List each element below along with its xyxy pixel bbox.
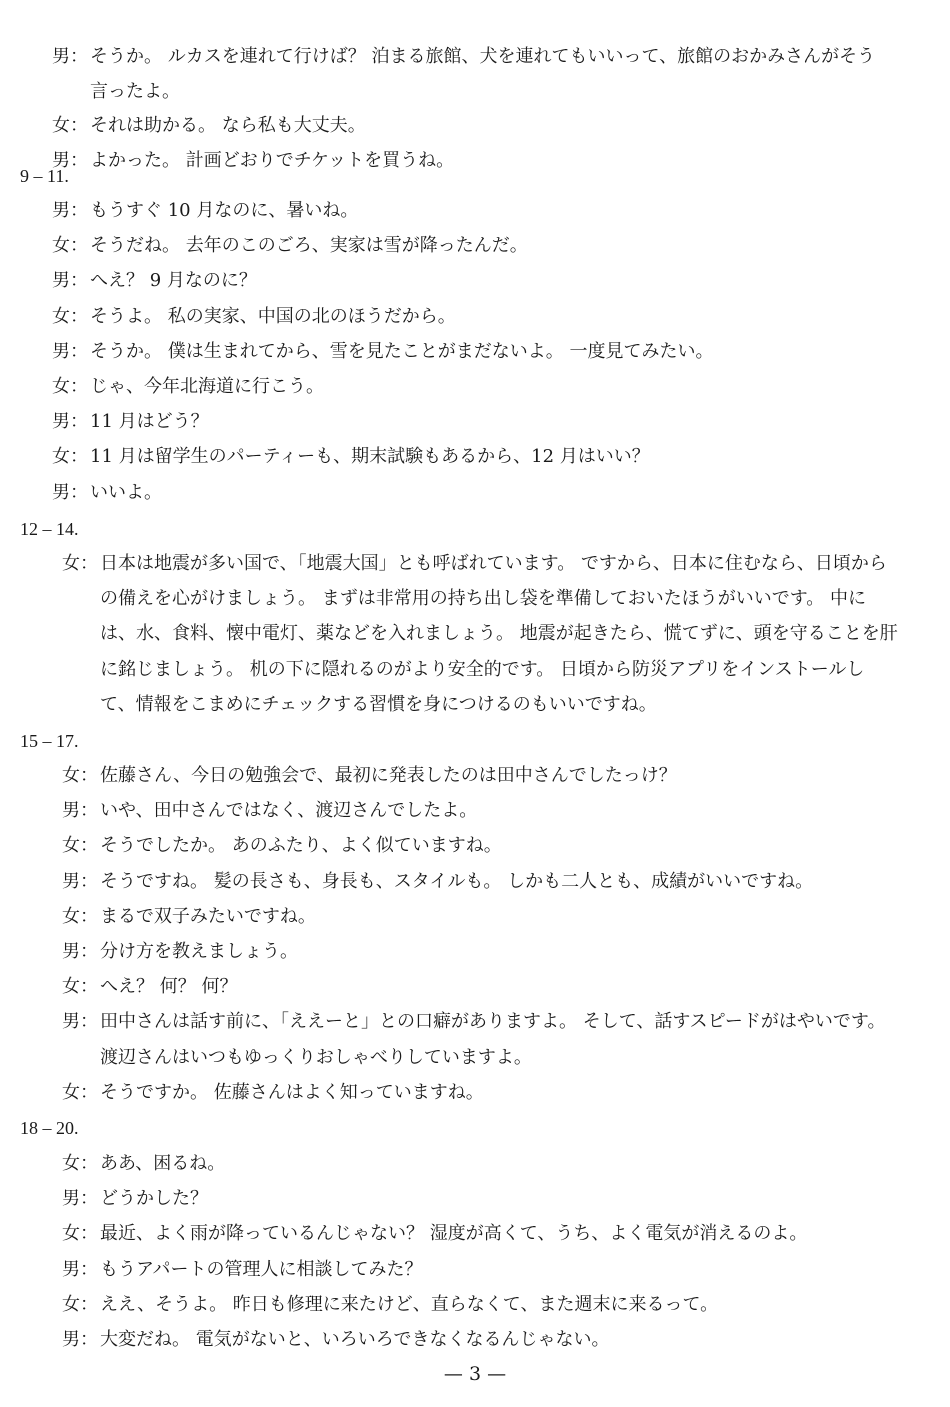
utterance-text: 田中さんは話す前に、「ええーと」との口癖がありますよ。 そして、話すスピードがはやいです。 [100, 1011, 886, 1032]
section-number: 12 – 14. [20, 519, 79, 539]
dialogue-continuation [90, 80, 180, 104]
utterance-text: もうアパートの管理人に相談してみた？ [100, 1259, 423, 1280]
speaker-label: 女： [62, 553, 98, 574]
utterance-text: へえ？ 9 月なのに？ [90, 270, 257, 291]
utterance-text: 佐藤さん、今日の勉強会で、最初に発表したのは田中さんでしたっけ？ [100, 765, 677, 786]
dialogue-line [62, 1010, 885, 1034]
utterance-text: どうかした？ [100, 1188, 208, 1209]
utterance-text: 渡辺さんはいつもゆっくりおしゃべりしていますよ。 [100, 1047, 532, 1068]
section-number: 15 – 17. [20, 731, 79, 751]
utterance-text: よかった。 計画どおりでチケットを買うね。 [90, 150, 455, 171]
speaker-label: 女： [52, 306, 88, 327]
utterance-text: そうか。 僕は生まれてから、雪を見たことがまだないよ。 一度見てみたい。 [90, 341, 714, 362]
utterance-text: 日本は地震が多い国で、「地震大国」とも呼ばれています。 ですから、日本に住むなら、日頃から [100, 553, 887, 574]
dialogue-line [52, 375, 324, 399]
dialogue-line [52, 114, 366, 138]
dialogue-line [52, 445, 650, 469]
speaker-label: 女： [62, 1294, 98, 1315]
utterance-text: そうだね。 去年のこのごろ、実家は雪が降ったんだ。 [90, 235, 528, 256]
speaker-label: 男： [52, 411, 88, 432]
utterance-text: そうですか。 佐藤さんはよく知っていますね。 [100, 1082, 484, 1103]
speaker-label: 男： [52, 150, 88, 171]
utterance-text: いや、田中さんではなく、渡辺さんでしたよ。 [100, 800, 478, 821]
dialogue-line [62, 1293, 718, 1317]
page-number: — 3 — [443, 1363, 507, 1385]
dialogue-line [62, 764, 677, 788]
speaker-label: 女： [62, 906, 98, 927]
utterance-text: ええ、そうよ。 昨日も修理に来たけど、直らなくて、また週末に来るって。 [100, 1294, 719, 1315]
utterance-text: 11 月は留学生のパーティーも、期末試験もあるから、12 月はいい？ [90, 446, 650, 467]
speaker-label: 男： [62, 1188, 98, 1209]
speaker-label: 女： [52, 376, 88, 397]
dialogue-continuation [100, 587, 866, 611]
speaker-label: 男： [62, 1329, 98, 1350]
section-number: 9 – 11. [20, 166, 69, 186]
dialogue-continuation [100, 1046, 532, 1070]
utterance-text: ああ、困るね。 [100, 1153, 226, 1174]
speaker-label: 女： [62, 976, 98, 997]
speaker-label: 女： [62, 1153, 98, 1174]
speaker-label: 女： [52, 115, 88, 136]
speaker-label: 女： [52, 235, 88, 256]
utterance-text: いいよ。 [90, 482, 162, 503]
utterance-text: は、水、食料、懐中電灯、薬などを入れましょう。 地震が起きたら、慌てずに、頭を守ることを肝 [100, 623, 898, 644]
utterance-text: の備えを心がけましょう。 まずは非常用の持ち出し袋を準備しておいたほうがいいです。 中に [100, 588, 866, 609]
utterance-text: そうよ。 私の実家、中国の北のほうだから。 [90, 306, 456, 327]
dialogue-continuation [100, 658, 864, 682]
dialogue-continuation [100, 622, 898, 646]
dialogue-line [62, 834, 502, 858]
speaker-label: 男： [52, 341, 88, 362]
utterance-text: じゃ、今年北海道に行こう。 [90, 376, 324, 397]
dialogue-line [62, 1187, 208, 1211]
utterance-text: 大変だね。 電気がないと、いろいろできなくなるんじゃない。 [100, 1329, 610, 1350]
dialogue-line [62, 870, 813, 894]
speaker-label: 女： [52, 446, 88, 467]
speaker-label: 男： [52, 482, 88, 503]
speaker-label: 男： [52, 46, 88, 67]
utterance-text: へえ？ 何？ 何？ [100, 976, 238, 997]
utterance-text: 最近、よく雨が降っているんじゃない？ 湿度が高くて、うち、よく電気が消えるのよ。 [100, 1223, 808, 1244]
speaker-label: 男： [62, 1259, 98, 1280]
dialogue-line [62, 940, 298, 964]
dialogue-continuation [100, 693, 657, 717]
dialogue-line [52, 481, 162, 505]
dialogue-line [52, 410, 209, 434]
speaker-label: 男： [62, 800, 98, 821]
utterance-text: そうでしたか。 あのふたり、よく似ていますね。 [100, 835, 502, 856]
dialogue-line [62, 905, 316, 929]
utterance-text: に銘じましょう。 机の下に隠れるのがより安全的です。 日頃から防災アプリをインストールし [100, 659, 865, 680]
dialogue-line [62, 1328, 610, 1352]
dialogue-line [62, 799, 477, 823]
section-number: 18 – 20. [20, 1118, 79, 1138]
speaker-label: 女： [62, 1082, 98, 1103]
utterance-text: もうすぐ 10 月なのに、暑いね。 [90, 200, 359, 221]
dialogue-line [62, 1152, 225, 1176]
utterance-text: 分け方を教えましょう。 [100, 941, 298, 962]
speaker-label: 女： [62, 1223, 98, 1244]
speaker-label: 女： [62, 835, 98, 856]
utterance-text: そうか。 ルカスを連れて行けば？ 泊まる旅館、犬を連れてもいいって、旅館のおかみさんがそう [90, 46, 876, 67]
dialogue-line [52, 199, 358, 223]
speaker-label: 女： [62, 765, 98, 786]
utterance-text: て、情報をこまめにチェックする習慣を身につけるのもいいですね。 [100, 694, 657, 715]
speaker-label: 男： [62, 941, 98, 962]
utterance-text: まるで双子みたいですね。 [100, 906, 316, 927]
utterance-text: そうですね。 髪の長さも、身長も、スタイルも。 しかも二人とも、成績がいいですね。 [100, 871, 814, 892]
dialogue-line [52, 149, 454, 173]
dialogue-line [62, 1222, 807, 1246]
dialogue-line [52, 340, 713, 364]
dialogue-line [52, 269, 257, 293]
dialogue-line [62, 975, 237, 999]
utterance-text: それは助かる。 なら私も大丈夫。 [90, 115, 366, 136]
dialogue-line [52, 305, 456, 329]
utterance-text: 11 月はどう？ [90, 411, 209, 432]
speaker-label: 男： [62, 1011, 98, 1032]
speaker-label: 男： [52, 270, 88, 291]
dialogue-line [62, 552, 887, 576]
dialogue-line [52, 45, 875, 69]
speaker-label: 男： [52, 200, 88, 221]
speaker-label: 男： [62, 871, 98, 892]
dialogue-line [52, 234, 528, 258]
dialogue-line [62, 1258, 423, 1282]
utterance-text: 言ったよ。 [90, 81, 180, 102]
dialogue-line [62, 1081, 484, 1105]
